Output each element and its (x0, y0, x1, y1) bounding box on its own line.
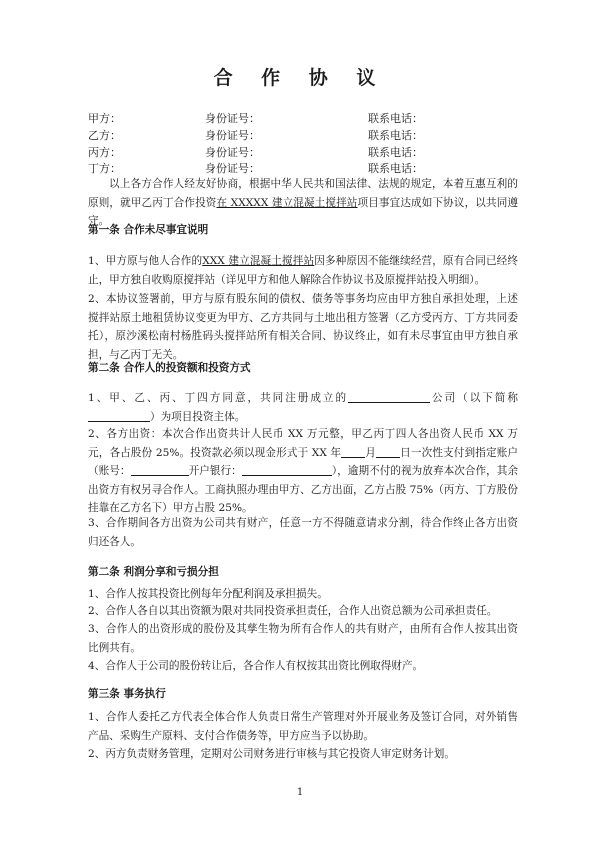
project-name: 在 XXXXX 建立混凝土搅拌站 (216, 196, 358, 209)
party-id-label: 身份证号： (205, 162, 260, 175)
short-name-blank[interactable] (88, 410, 150, 422)
party-row-jia (88, 110, 528, 128)
party-row-yi (88, 127, 528, 145)
section-4-clause-1: 1、合作人委托乙方代表全体合作人负责日常生产管理对外开展业务及签订合同，对外销售产品、采购生产原料、支付合作债务等，甲方应当予以协助。 (88, 711, 518, 742)
month-blank[interactable] (341, 446, 365, 458)
party-name: 丙方： (88, 146, 121, 159)
party-id-label: 身份证号： (205, 146, 260, 159)
section-4-clause-2: 2、丙方负责财务管理，定期对公司财务进行审核与其它投资人审定财务计划。 (88, 748, 455, 760)
section-4-heading: 第三条 事务执行 (88, 688, 166, 700)
intro-text: 以上各方合作人经友好协商，根据中华人民共和国法律、法规的规定，本着互惠互利的原则，就甲乙丙丁合作投资 (88, 178, 518, 209)
section-2-clause-1: 1、甲、乙、丙、丁四方同意，共同注册成立的 公司（以下简称）为项目投资主体。 (88, 392, 518, 423)
section-3-clause-3: 3、合作人的出资形成的股份及其孳生物为所有合作人的共有财产，由所有合作人按其出资比例共有。 (88, 623, 518, 654)
section-2-clause-2: 2、各方出资：本次合作出资共计人民币 XX 万元整，甲乙丙丁四人各出资人民币 XX 万元，各占股份 25%。投资款必须以现金形式于 XX 年 月 日一次性支付到指定账户（账号： 开户银行： ），逾期不付的视为放弃本次合作，其余出资方有权另寻合作人。工商执照办理由甲方、乙方出面，乙方占股 75%（丙方、丁方股份挂靠在乙方名下）甲方占股 25%。 (88, 428, 519, 514)
company-name-blank[interactable] (348, 391, 430, 403)
party-phone-label: 联系电话： (368, 112, 423, 125)
section-1-clause-2: 2、本协议签署前，甲方与原有股东间的债权、债务等事务均应由甲方独自承担处理，上述搅拌站原土地租赁协议变更为甲方、乙方共同与土地出租方签署（乙方受丙方、丁方共同委托），原沙溪松南村杨胜码头搅拌站所有相关合同、协议终止，如有未尽事宜由甲方独自承担，与乙丙丁无关。 (88, 293, 518, 361)
party-id-label: 身份证号： (205, 112, 260, 125)
party-name: 甲方： (88, 112, 121, 125)
party-phone-label: 联系电话： (368, 146, 423, 159)
section-3-clause-1: 1、合作人按其投资比例每年分配利润及承担损失。 (88, 588, 328, 600)
party-id-label: 身份证号： (205, 129, 260, 142)
page-number: 1 (296, 787, 304, 798)
section-2-clause-3: 3、合作期间各方出资为公司共有财产，任意一方不得随意请求分割，待合作终止各方出资归还各人。 (88, 517, 518, 548)
party-phone-label: 联系电话： (368, 162, 423, 175)
section-3-clause-2: 2、合作人各自以其出资额为限对共同投资承担责任，合作人出资总额为公司承担责任。 (88, 605, 498, 617)
bank-name-blank[interactable] (242, 464, 332, 476)
section-3-heading: 第二条 利润分享和亏损分担 (88, 566, 219, 578)
section-1-clause-1: 1、甲方原与他人合作的XXX 建立混凝土搅拌站因多种原因不能继续经营，原有合同已经终止，甲方独自收购原搅拌站（详见甲方和他人解除合作协议书及原搅拌站投入明细）。 (88, 255, 518, 286)
party-phone-label: 联系电话： (368, 129, 423, 142)
section-3-clause-4: 4、合作人于公司的股份转让后，各合作人有权按其出资比例取得财产。 (88, 660, 424, 672)
section-2-heading: 第二条 合作人的投资额和投资方式 (88, 362, 251, 374)
party-name: 乙方： (88, 129, 121, 142)
document-title: 合 作 协 议 (213, 67, 387, 89)
intro-text-end: 项目事宜达成如下协议，以共同遵守。 (88, 196, 518, 227)
section-1-heading: 第一条 合作未尽事宜说明 (88, 224, 209, 236)
day-blank[interactable] (376, 446, 400, 458)
party-name: 丁方： (88, 162, 121, 175)
project-site: XXX 建立混凝土搅拌站 (202, 255, 315, 267)
account-number-blank[interactable] (131, 464, 189, 476)
